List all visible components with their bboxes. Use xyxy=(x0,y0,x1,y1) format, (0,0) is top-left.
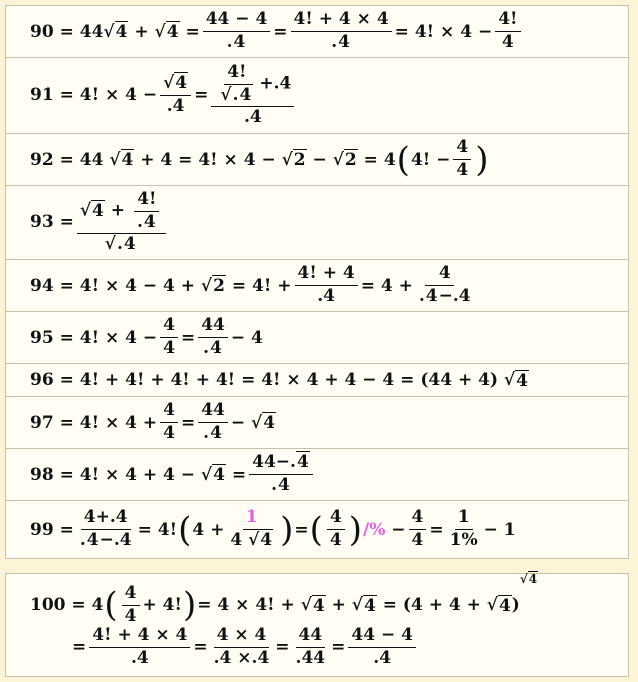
equation-95: 95 = 4! × 4 − $\frac{4}{4}$ = $\frac{44}{.4}$ − 4 xyxy=(30,315,263,358)
equation-94: 94 = 4! × 4 − 4 + √ 2 = 4! + $\frac{4! + 4}{.4}$ = 4 + $\frac{4}{.4-.4}$ xyxy=(30,263,471,306)
equation-92: 92 = 44 √ 4 + 4 = 4! × 4 − √ 2 − √ 2 = 4 ( 4! − $\frac{4}{4}$ ) xyxy=(30,137,489,180)
equation-98: 98 = 4! × 4 + 4 − √ 4 = $\frac{44-.4}{.4}$ xyxy=(30,453,316,495)
equation-97: 97 = 4! × 4 + $\frac{4}{4}$ = $\frac{44}{.4}$ − √ 4 xyxy=(30,400,276,443)
row-91 xyxy=(6,58,628,134)
row-99 xyxy=(6,501,628,558)
hundred-line-1: 100 = 4 ( $\frac{4}{4}$ + 4! ) = 4 × 4! + √ 4 + √ 4 = (4 + 4 + √ 4 ) √4 xyxy=(30,572,538,626)
equation-93: 93 = √4 + $\frac{4!}{.4}$ √.4 xyxy=(30,190,169,255)
equation-96: 96 = 4! + 4! + 4! + 4! = 4! × 4 + 4 − 4 = (44 + 4) √ 4 xyxy=(30,370,528,391)
equations-table xyxy=(5,5,629,559)
hundred-line-2: = $\frac{4! + 4 \times 4}{.4}$ = $\frac{4 \times 4}{.4 \times.4}$ = $\frac{44}{.44}$ = $\frac{44 - 4}{.4}$ xyxy=(72,626,419,668)
row-94 xyxy=(6,260,628,312)
row-90 xyxy=(6,6,628,58)
row-98 xyxy=(6,449,628,501)
row-95 xyxy=(6,312,628,364)
hundred-box xyxy=(5,573,629,677)
row-93 xyxy=(6,186,628,260)
row-97 xyxy=(6,397,628,449)
equation-99: 99 = $\frac{4+.4}{.4-.4}$ = 4! ( 4 + $\frac{1}{4 √4}$ ) = ( $\frac{4}{4}$ ) /% − $\frac{4}{4}$ = $\frac{1}{1\%}$ − 1 xyxy=(30,507,516,550)
row-92 xyxy=(6,134,628,186)
row-96 xyxy=(6,364,628,397)
equation-91: 91 = 4! × 4 − $\frac{√4}{.4}$ = $\frac{4!}{√.4}$ +.4 .4 xyxy=(30,63,297,128)
equation-90: 90 = 44 √4 + √ 4 = $\frac{44 - 4}{.4}$ = $\frac{4! + 4 \times 4}{.4}$ = 4! × 4 − $\frac{4!}{4}$ xyxy=(30,10,524,52)
